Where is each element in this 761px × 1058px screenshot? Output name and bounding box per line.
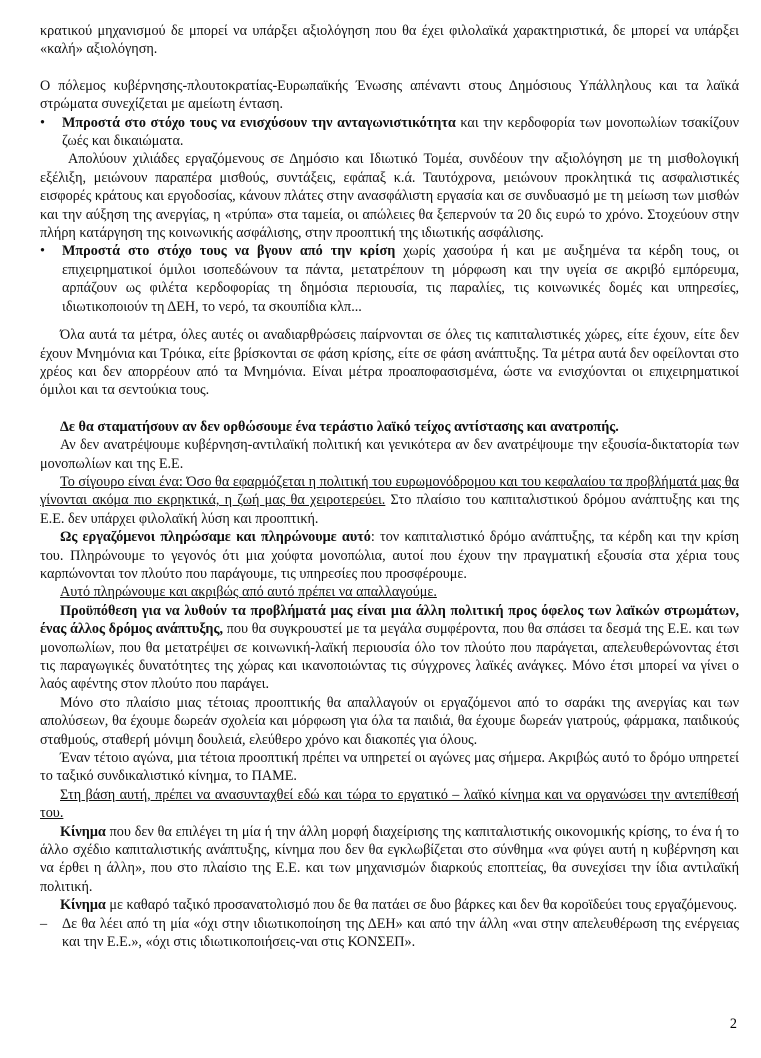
section-heading bbox=[40, 418, 739, 436]
paragraph-text: Στο πλαίσιο του καπιταλιστικού δρόμου ανάπτυξης και της Ε.Ε. δεν υπάρχει φιλολαϊκή λύση και προοπτική. bbox=[40, 492, 739, 527]
bullet-marker: • bbox=[40, 114, 45, 131]
bold-lead: Ως εργαζόμενοι πληρώσαμε και πληρώνουμε αυτό bbox=[60, 529, 371, 546]
paragraph-text: που δεν θα επιλέγει τη μία ή την άλλη μορφή διαχείρισης της καπιταλιστικής οικονομικής κρίσης, το ένα ή το άλλο σχέδιο καπιταλιστικής ανάπτυξης, κίνημα που δεν θα εγκλωβίζεται στο σύνθημα «να φύγει αυτή η κυβέρνηση και να έρθει η άλλη», που στο πλαίσιο της Ε.Ε. και των μηχανισμών διαρκούς εποπτείας, θα συνεχίσει την ίδια αντιλαϊκή πολιτική. bbox=[40, 823, 739, 895]
paragraph-war: Ο πόλεμος κυβέρνησης-πλουτοκρατίας-Ευρωπαϊκής Ένωσης απέναντι στους Δημόσιους Υπάλληλους και τα λαϊκά στρώματα συνεχίζεται με αμείωτη ένταση. bbox=[40, 77, 739, 113]
paragraph-regroup bbox=[40, 786, 739, 823]
heading-text: Δε θα σταματήσουν αν δεν ορθώσουμε ένα τεράστιο λαϊκό τείχος αντίστασης και ανατροπής. bbox=[60, 418, 619, 435]
dash-text: Δε θα λέει από τη μία «όχι στην ιδιωτικοποίηση της ΔΕΗ» και από την άλλη «ναι στην απελευθέρωση της ενέργειας και την Ε.Ε.», «όχι στις ιδιωτικοποιήσεις-ναι στις ΚΟΝΣΕΠ». bbox=[62, 915, 739, 951]
page-number: 2 bbox=[729, 1016, 737, 1032]
paragraph-continuation: κρατικού μηχανισμού δε μπορεί να υπάρξει αξιολόγηση που θα έχει φιλολαϊκά χαρακτηριστικά, δε μπορεί να υπάρξει «καλή» αξιολόγηση. bbox=[40, 23, 739, 58]
underlined-text: Αυτό πληρώνουμε και ακριβώς από αυτό πρέπει να απαλλαγούμε. bbox=[60, 584, 437, 601]
paragraph-text: που θα συγκρουστεί με τα μεγάλα συμφέροντα, που θα σπάσει τα δεσμά της Ε.Ε. και των μονοπωλίων, που θα μετατρέψει σε κοινωνική-λαϊκή περιουσία όλο τον πλούτο που παράγεται, απελευθερώνοντας έτσι τις παραγωγικές δυνατότητες της χώρας και ικανοποιώντας τις σύγχρονες λαϊκές ανάγκες. Μόνο έτσι μπορεί να γίνει ο λαός αφέντης στον πλούτο που παράγει. bbox=[40, 621, 739, 693]
paragraph-certain bbox=[40, 473, 739, 528]
underlined-text: Το σίγουρο είναι ένα: Όσο θα εφαρμόζεται η πολιτική του ευρωμονόδρομου και του κεφαλαίου τα προβλήματά μας θα γίνονται ακόμα πιο εκρηκτικά, η ζωή μας θα χειροτερεύει. bbox=[40, 473, 739, 509]
paragraph-movement-2 bbox=[40, 896, 739, 914]
bullet-competitiveness bbox=[40, 114, 739, 151]
paragraph-such-struggle: Έναν τέτοιο αγώνα, μια τέτοια προοπτική πρέπει να υπηρετεί οι αγώνες μας σήμερα. Ακριβώς αυτό το δρόμο υπηρετεί το ταξικό συνδικαλιστικό κίνημα, το ΠΑΜΕ. bbox=[40, 750, 739, 785]
paragraph-workers-paid bbox=[40, 528, 739, 583]
bullet-text: και την κερδοφορία των μονοπωλίων τσακίζουν ζωές και δικαιώματα. bbox=[62, 114, 739, 150]
bold-lead: Κίνημα bbox=[60, 897, 106, 914]
dash-item-dei bbox=[40, 915, 739, 952]
paragraph-movement-1 bbox=[40, 823, 739, 897]
bullet-bold-lead: Μπροστά στο στόχο τους να βγουν από την κρίση bbox=[62, 243, 396, 260]
paragraph-get-rid bbox=[40, 583, 739, 601]
paragraph-layoffs: Απολύουν χιλιάδες εργαζόμενους σε Δημόσιο και Ιδιωτικό Τομέα, συνδέουν την αξιολόγηση με τη μισθολογική εξέλιξη, μειώνουν παραπέρα μισθούς, συντάξεις, εφάπαξ κ.ά. Ταυτόχρονα, μειώνουν προκλητικά τις ασφαλιστικές εισφορές κράτους και εργοδοσίας, κάνουν πλάτες στην ανασφάλιστη εργασία και σε συνδυασμό με τη μείωση των μισθών και την αύξηση της ανεργίας, η «τρύπα» στα ταμεία, οι απώλειες θα ξεπερνούν τα 20 δις ευρώ το χρόνο. Στοχεύουν στην πλήρη κατάργηση της κοινωνικής ασφάλισης, στην προοπτική της ιδιωτικής ασφάλισης. bbox=[40, 151, 739, 242]
bullet-marker: • bbox=[40, 243, 45, 260]
dash-marker: – bbox=[40, 915, 48, 932]
bold-lead: Κίνημα bbox=[60, 823, 106, 840]
paragraph-text: με καθαρό ταξικό προσανατολισμό που δε θα πατάει σε δυο βάρκες και δεν θα κοροϊδεύει τους εργαζόμενους. bbox=[105, 897, 738, 914]
paragraph-overthrow: Αν δεν ανατρέψουμε κυβέρνηση-αντιλαϊκή πολιτική και γενικότερα αν δεν ανατρέψουμε την εξουσία-δικτατορία των μονοπωλίων και της Ε.Ε. bbox=[40, 437, 739, 472]
underlined-text: Στη βάση αυτή, πρέπει να ανασυνταχθεί εδώ και τώρα το εργατικό – λαϊκό κίνημα και να οργανώσει την αντεπίθεσή του. bbox=[40, 786, 739, 822]
paragraph-precondition bbox=[40, 602, 739, 694]
paragraph-text: : τον καπιταλιστικό δρόμο ανάπτυξης, τα κέρδη και την κρίση του. Πληρώνουμε το γεγονός ότι μια χούφτα μονοπώλια, αυτοί που έχουν την πραγματική εξουσία στα χέρια τους καρπώνονται τον πλούτο που παράγουμε, τις υπηρεσίες που προσφέρουμε. bbox=[40, 529, 739, 582]
bold-lead: Προϋπόθεση για να λυθούν τα προβλήματά μας είναι μια άλλη πολιτική προς όφελος των λαϊκών στρωμάτων, ένας άλλος δρόμος ανάπτυξης, bbox=[40, 602, 739, 638]
paragraph-measures: Όλα αυτά τα μέτρα, όλες αυτές οι αναδιαρθρώσεις παίρνονται σε όλες τις καπιταλιστικές χώρες, είτε έχουν, είτε δεν έχουν Μνημόνια και Τρόικα, είτε βρίσκονται σε φάση κρίσης, είτε σε φάση ανάπτυξης. Τα μέτρα αυτά δεν οφείλονται στο χρέος και δεν απορρέουν από τα Μνημόνια. Είναι μέτρα προαποφασισμένα, ώστε να ενισχύονται οι επιχειρηματικοί όμιλοι και τα σεντούκια τους. bbox=[40, 327, 739, 399]
paragraph-only-then: Μόνο στο πλαίσιο μιας τέτοιας προοπτικής θα απαλλαγούν οι εργαζόμενοι από το σαράκι της ανεργίας και των απολύσεων, θα έχουμε δωρεάν σχολεία και μόρφωση για όλα τα παιδιά, θα έχουμε δωρεάν γιατρούς, φάρμακα, παιδικούς σταθμούς, σταθερή μόνιμη δουλειά, ελεύθερο χρόνο και διακοπές για όλους. bbox=[40, 694, 739, 748]
bullet-text: χωρίς χασούρα ή και με αυξημένα τα κέρδη τους, οι επιχειρηματικοί όμιλοι ισοπεδώνουν τα πάντα, μετατρέπουν τη μόρφωση και την υγεία σε ακριβό εμπόρευμα, αρπάζουν ως φιλέτα κερδοφορίας τη δημόσια περιουσία, τις παραλίες, τις κοινωνικές δομές και υπηρεσίες, ιδιωτικοποιούν τη ΔΕΗ, το νερό, τα σκουπίδια κλπ... bbox=[62, 243, 739, 315]
bullet-crisis bbox=[40, 242, 739, 316]
bullet-bold-lead: Μπροστά στο στόχο τους να ενισχύσουν την ανταγωνιστικότητα bbox=[62, 114, 456, 131]
